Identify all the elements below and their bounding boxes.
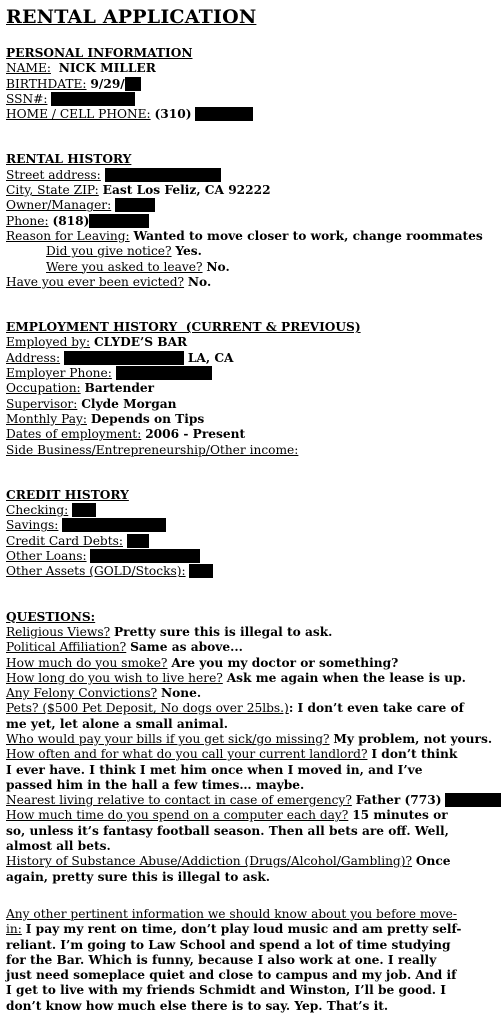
question-computer-time bbox=[6, 808, 466, 854]
redaction-block bbox=[105, 168, 221, 182]
city-row bbox=[6, 183, 466, 198]
question-label: How much time do you spend on a computer each day? bbox=[6, 808, 349, 823]
side-income-label: Side Business/Entrepreneurship/Other income: bbox=[6, 442, 299, 457]
question-political-affiliation bbox=[6, 640, 466, 655]
employer-value: CLYDE’S BAR bbox=[93, 335, 188, 350]
redaction-block bbox=[189, 564, 213, 578]
question-label: How often and for what do you call your current landlord? bbox=[6, 747, 368, 762]
redaction-block bbox=[89, 214, 149, 228]
question-label: History of Substance Abuse/Addiction (Drugs/Alcohol/Gambling)? bbox=[6, 854, 413, 869]
redaction-block bbox=[445, 793, 501, 807]
name-label: NAME: bbox=[6, 61, 51, 76]
notice-value: Yes. bbox=[175, 244, 202, 259]
owner-label: Owner/Manager: bbox=[6, 198, 112, 213]
redaction-block bbox=[127, 534, 149, 548]
question-landlord bbox=[6, 747, 466, 793]
redaction-block bbox=[62, 518, 166, 532]
employer-phone-row bbox=[6, 366, 466, 381]
rental-phone-row bbox=[6, 214, 466, 229]
supervisor-row bbox=[6, 397, 466, 412]
answer-text: I pay my rent on time, don’t play loud music and am pretty self-reliant. I’m going to Law School and spend a lot of time studying for the Bar. Which is funny, because I also work at one. I really just need someplace quiet and close to campus and my job. And if I get to live with my friends Schmidt and Winston, I’ll be good. I don’t know how much else there is to say. Yep. That’s it. bbox=[6, 922, 462, 1013]
ssn-row bbox=[6, 92, 466, 107]
phone-row bbox=[6, 107, 466, 122]
credit-card-label: Credit Card Debts: bbox=[6, 533, 123, 548]
asked-to-leave-row bbox=[6, 260, 466, 275]
employment-dates-label: Dates of employment: bbox=[6, 427, 142, 442]
question-other-info bbox=[6, 907, 466, 1014]
employment-dates-row bbox=[6, 427, 466, 442]
answer-text: 15 minutes or so, unless it’s fantasy football season. Then all bets are off. Well, almost all bets. bbox=[6, 808, 449, 854]
redaction-block bbox=[72, 503, 96, 517]
employer-phone-label: Employer Phone: bbox=[6, 366, 112, 381]
answer-text: Pretty sure this is illegal to ask. bbox=[114, 624, 333, 639]
question-label: Any other pertinent information we should know about you before move-in: bbox=[6, 906, 457, 937]
birthdate-value: 9/29/ bbox=[90, 76, 125, 91]
question-label: Who would pay your bills if you get sick/go missing? bbox=[6, 731, 330, 746]
employer-label: Employed by: bbox=[6, 335, 91, 350]
birthdate-label: BIRTHDATE: bbox=[6, 76, 87, 91]
question-label: How long do you wish to live here? bbox=[6, 670, 223, 685]
employer-address-value: LA, CA bbox=[187, 350, 234, 365]
redaction-block bbox=[64, 351, 184, 365]
redaction-block bbox=[90, 549, 200, 563]
redaction-block bbox=[116, 366, 212, 380]
document-title: RENTAL APPLICATION bbox=[6, 6, 257, 28]
evicted-row bbox=[6, 275, 466, 290]
ssn-label: SSN#: bbox=[6, 91, 48, 106]
other-loans-label: Other Loans: bbox=[6, 549, 87, 564]
question-emergency-contact bbox=[6, 793, 466, 808]
answer-text: Same as above... bbox=[130, 640, 243, 655]
redaction-block bbox=[51, 92, 135, 106]
reason-row bbox=[6, 228, 483, 244]
notice-label: Did you give notice? bbox=[46, 244, 172, 259]
employment-dates-value: 2006 - Present bbox=[145, 427, 246, 442]
asked-to-leave-label: Were you asked to leave? bbox=[46, 259, 203, 274]
question-label: Pets? ($500 Pet Deposit, No dogs over 25lbs.) bbox=[6, 701, 289, 716]
rental-phone-label: Phone: bbox=[6, 213, 49, 228]
questions-heading: QUESTIONS: bbox=[6, 609, 96, 624]
question-stay-length bbox=[6, 671, 466, 686]
other-loans-row bbox=[6, 549, 466, 564]
savings-row bbox=[6, 518, 466, 533]
question-religious-views bbox=[6, 625, 466, 640]
checking-label: Checking: bbox=[6, 503, 69, 518]
credit-card-row bbox=[6, 534, 466, 549]
employer-address-label: Address: bbox=[6, 350, 61, 365]
question-label: Any Felony Convictions? bbox=[6, 686, 158, 701]
name-row bbox=[6, 61, 466, 76]
reason-label: Reason for Leaving: bbox=[6, 228, 130, 243]
birthdate-row bbox=[6, 77, 466, 92]
question-label: Political Affiliation? bbox=[6, 640, 127, 655]
answer-text: My problem, not yours. bbox=[333, 731, 493, 746]
rental-history-heading: RENTAL HISTORY bbox=[6, 152, 132, 167]
name-value: NICK MILLER bbox=[58, 61, 156, 76]
other-assets-row bbox=[6, 564, 466, 579]
other-assets-label: Other Assets (GOLD/Stocks): bbox=[6, 564, 186, 579]
monthly-pay-value: Depends on Tips bbox=[90, 411, 205, 426]
answer-text: Once again, pretty sure this is illegal to ask. bbox=[6, 854, 451, 884]
answer-text: I don’t think I ever have. I think I met him once when I moved in, and I’ve passed him in the hall a few times… maybe. bbox=[6, 747, 458, 792]
supervisor-label: Supervisor: bbox=[6, 396, 78, 411]
city-label: City, State ZIP: bbox=[6, 183, 99, 198]
question-label: How much do you smoke? bbox=[6, 655, 168, 670]
occupation-row bbox=[6, 381, 466, 396]
answer-text: Are you my doctor or something? bbox=[171, 655, 399, 670]
home-phone-label: HOME / CELL PHONE: bbox=[6, 107, 151, 122]
question-felony bbox=[6, 686, 466, 701]
notice-row bbox=[6, 244, 466, 259]
street-label: Street address: bbox=[6, 167, 101, 182]
redaction-block bbox=[125, 77, 141, 91]
monthly-pay-label: Monthly Pay: bbox=[6, 411, 87, 426]
answer-text: : I don’t even take care of me yet, let alone a small animal. bbox=[6, 701, 464, 731]
evicted-value: No. bbox=[187, 274, 212, 289]
rental-phone-value: (818) bbox=[52, 213, 90, 228]
evicted-label: Have you ever been evicted? bbox=[6, 274, 185, 289]
question-label: Nearest living relative to contact in case of emergency? bbox=[6, 793, 352, 808]
redaction-block bbox=[195, 107, 253, 121]
asked-to-leave-value: No. bbox=[206, 259, 230, 274]
answer-text: Father (773) bbox=[355, 793, 442, 808]
employer-address-row bbox=[6, 351, 466, 366]
employer-row bbox=[6, 335, 466, 350]
occupation-label: Occupation: bbox=[6, 381, 81, 396]
answer-text: Ask me again when the lease is up. bbox=[226, 670, 466, 685]
rental-application-document bbox=[6, 4, 493, 1014]
street-row bbox=[6, 168, 466, 183]
monthly-pay-row bbox=[6, 412, 466, 427]
answer-text: None. bbox=[161, 686, 202, 701]
side-income-row bbox=[6, 443, 466, 458]
personal-info-heading: PERSONAL INFORMATION bbox=[6, 46, 193, 60]
question-substance-abuse bbox=[6, 854, 466, 885]
question-pets bbox=[6, 701, 466, 732]
question-bills bbox=[6, 731, 493, 747]
occupation-value: Bartender bbox=[84, 381, 155, 396]
employment-history-heading: EMPLOYMENT HISTORY (CURRENT & PREVIOUS) bbox=[6, 320, 361, 335]
question-label: Religious Views? bbox=[6, 624, 111, 639]
reason-value: Wanted to move closer to work, change roommates bbox=[133, 228, 483, 243]
checking-row bbox=[6, 503, 466, 518]
redaction-block bbox=[115, 198, 155, 212]
savings-label: Savings: bbox=[6, 518, 59, 533]
owner-row bbox=[6, 198, 466, 213]
city-value: East Los Feliz, CA 92222 bbox=[102, 183, 271, 198]
supervisor-value: Clyde Morgan bbox=[81, 396, 177, 411]
home-phone-value: (310) bbox=[154, 107, 192, 122]
question-smoking bbox=[6, 656, 466, 671]
credit-history-heading: CREDIT HISTORY bbox=[6, 487, 129, 502]
